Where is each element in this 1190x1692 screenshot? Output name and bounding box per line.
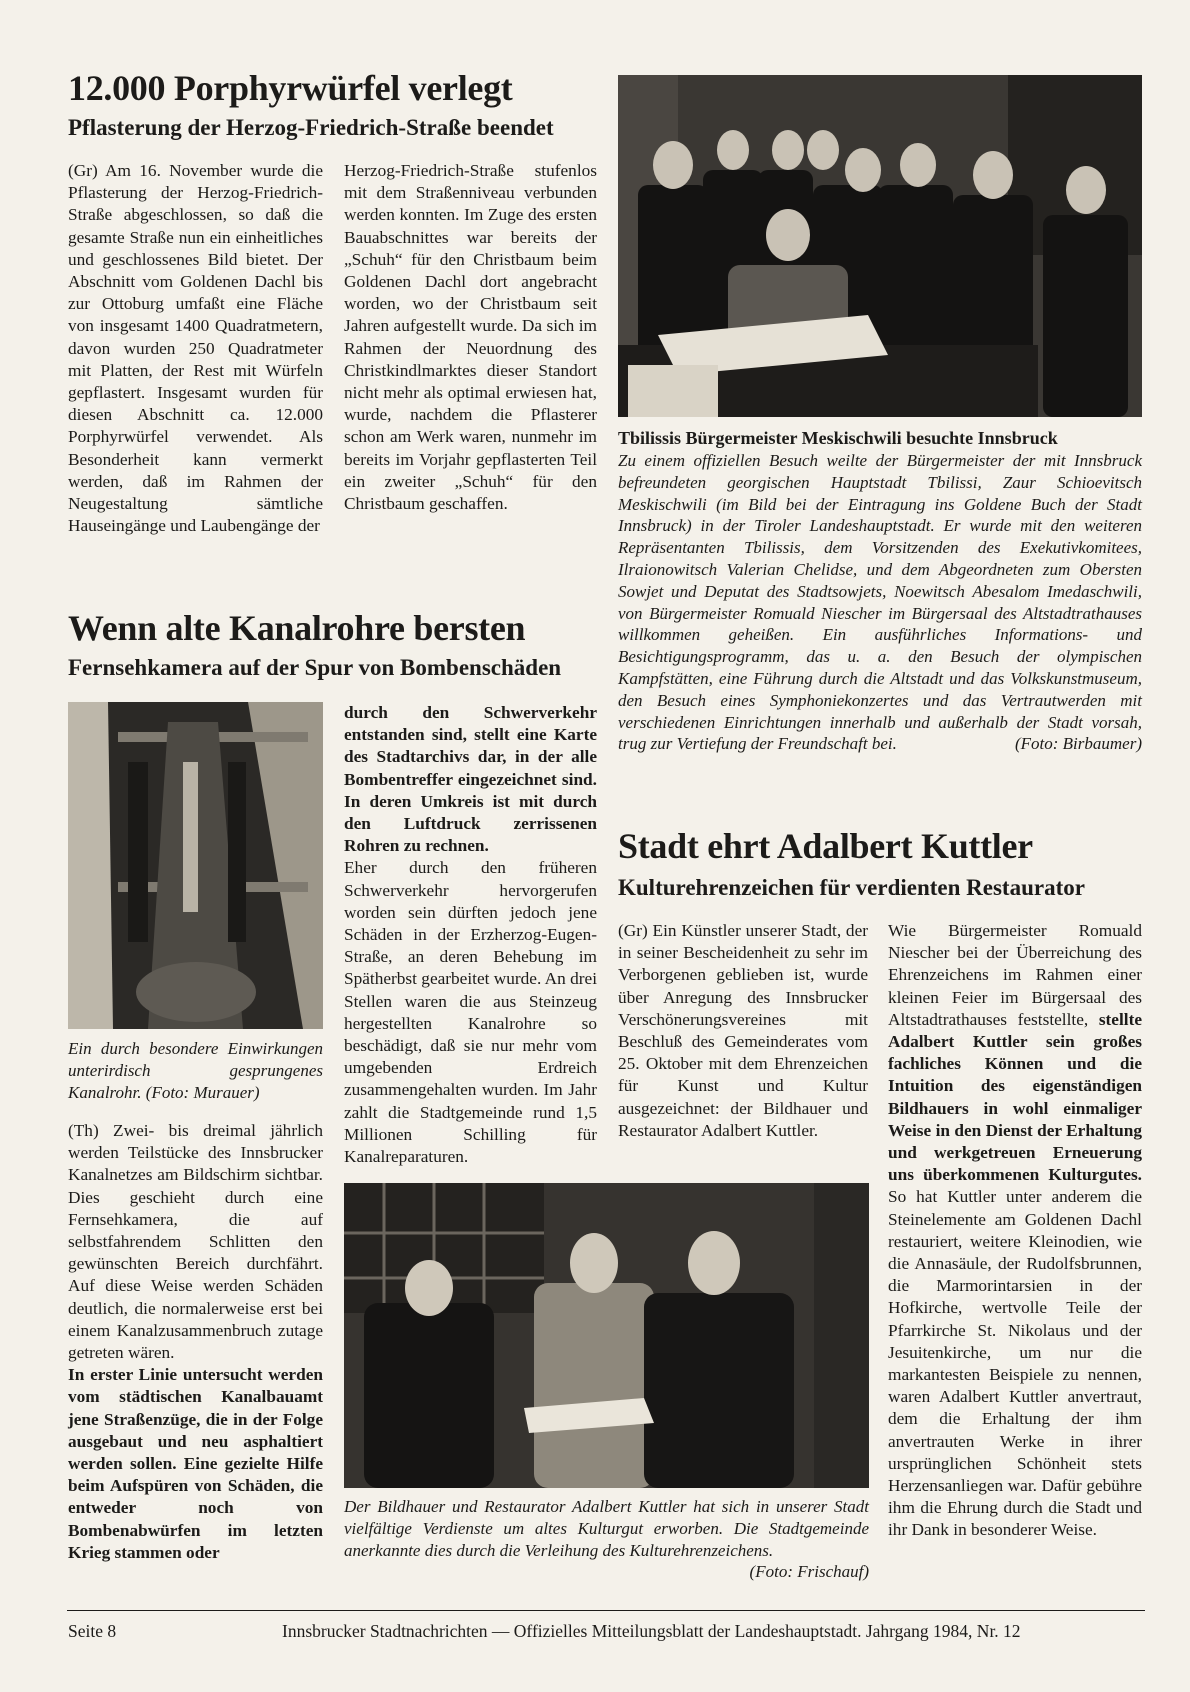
article4-column-2-lead: Wie Bürgermeister Romuald Niescher bei der Überreichung des Ehrenzeichens im Rahmen einer kleinen Feier im Bürgersaal des Altstadtrathauses feststellte, bbox=[888, 921, 1142, 1029]
article2-column-2-bold: durch den Schwerverkehr entstanden sind, stellt eine Karte des Stadtarchivs dar, in der alle Bombentreffer eingezeichnet sind. In deren Umkreis ist mit durch den Luftdruck zerrissenen Rohren zu rechnen. bbox=[344, 703, 597, 856]
photo-kuttler-ceremony bbox=[344, 1183, 869, 1488]
article2-column-1-text: (Th) Zwei- bis dreimal jährlich werden Teilstücke des Innsbrucker Kanalnetzes am Bildschirm sichtbar. Dies geschieht durch eine Fernsehkamera, die auf selbstfahrendem Schlitten den gewünschten Bereich durchfährt. Auf diese Weise werden Schäden deutlich, die normalerweise erst bei einem Kanalzusammenbruch zutage getreten wären. bbox=[68, 1121, 323, 1363]
article1-column-2: Herzog-Friedrich-Straße stufenlos mit dem Straßenniveau verbunden werden konnten. Im Zuge des ersten Bauabschnittes war bereits der „Schuh“ für den Christbaum beim Goldenen Dachl dort angebracht worden, wo der Christbaum seit Jahren aufgestellt wurde. Da sich im Rahmen der Neuordnung des Christkindlmarktes dieser Standort nicht mehr als optimal erwiesen hat, wurde, nachdem die Pflasterer schon am Werk waren, nunmehr im bereits im Vorjahr gepflasterten Teil ein zweiter „Schuh“ für den Christbaum geschaffen. bbox=[344, 161, 597, 514]
photo-kanalrohr bbox=[68, 702, 323, 1029]
caption-kuttler bbox=[344, 1496, 869, 1583]
article4-column-2-rest: So hat Kuttler unter anderem die Steinelemente am Goldenen Dachl restauriert, weitere Kleinodien, wie die Annasäule, der Rudolfsbrunnen, die Marmorintarsien in der Hofkirche, wertvolle Teile der Pfarrkirche St. Nikolaus und der Jesuitenkirche, um nur die markantesten Beispiele zu nennen, waren Adalbert Kuttler anvertraut, dem die Erhaltung der ihm anvertrauten Werke in ihrer ursprünglichen Schönheit stets Herzensanliegen war. Dafür gebühre ihm die Ehrung durch die Stadt und ihr Dank in besonderer Weise. bbox=[888, 1187, 1142, 1540]
footer-publication: Innsbrucker Stadtnachrichten — Offizielles Mitteilungsblatt der Landeshauptstadt. Jahrgang 1984, Nr. 12 bbox=[282, 1621, 1021, 1641]
article4-column-2 bbox=[888, 920, 1142, 1542]
article2-column-1 bbox=[68, 1120, 323, 1564]
subheadline-kulturehrenzeichen: Kulturehrenzeichen für verdienten Restaurator bbox=[618, 875, 1085, 900]
footer-page-number: Seite 8 bbox=[68, 1621, 117, 1641]
article2-column-2-text: Eher durch den früheren Schwerverkehr hervorgerufen worden sein dürften jedoch jene Schäden in der Erzherzog-Eugen-Straße, an deren Behebung im Spätherbst gearbeitet wurde. An drei Stellen waren die aus Steinzeug hergestellten Kanalrohre so beschädigt, daß sie nur mehr vom umgebenden Erdreich zusammengehalten wurden. Im Jahr zahlt die Stadtgemeinde rund 1,5 Millionen Schilling für Kanalreparaturen. bbox=[344, 858, 597, 1167]
photo-credit-frischauf: (Foto: Frischauf) bbox=[749, 1562, 869, 1582]
caption-kuttler-text: Der Bildhauer und Restaurator Adalbert Kuttler hat sich in unserer Stadt vielfältige Verdienste um altes Kulturgut erworben. Die Stadtgemeinde anerkannte dies durch die Verleihung des Kulturehrenzeichens. bbox=[344, 1497, 869, 1560]
photo-tbilissi-delegation bbox=[618, 75, 1142, 417]
article1-column-1: (Gr) Am 16. November wurde die Pflasterung der Herzog-Friedrich-Straße abgeschlossen, so daß die gesamte Straße nun ein einheitliches und geschlossenes Bild bietet. Der Abschnitt vom Goldenen Dachl bis zur Ottoburg umfaßt eine Fläche von insgesamt 1400 Quadratmetern, davon wurden 250 Quadratmeter mit Platten, der Rest mit Würfeln gepflastert. Insgesamt wurden für diesen Abschnitt ca. 12.000 Porphyrwürfel verwendet. Als Besonderheit kann vermerkt werden, daß im Rahmen der Neugestaltung sämtliche Hauseingänge und Laubengänge der bbox=[68, 161, 323, 536]
headline-kuttler: Stadt ehrt Adalbert Kuttler bbox=[618, 826, 1033, 866]
photo-tbilissi-illustration bbox=[618, 75, 1142, 417]
caption-kanalrohr: Ein durch besondere Einwirkungen unterirdisch gesprungenes Kanalrohr. (Foto: Murauer) bbox=[68, 1039, 323, 1102]
article2-column-2 bbox=[344, 702, 597, 1168]
article4-column-1: (Gr) Ein Künstler unserer Stadt, der in seiner Bescheidenheit zu sehr im Verborgenen geblieben ist, wurde über Anregung des Innsbrucker Verschönerungsvereines mit Beschluß des Gemeinderates vom 25. Oktober mit dem Ehrenzeichen für Kunst und Kultur ausgezeichnet: der Bildhauer und Restaurator Adalbert Kuttler. bbox=[618, 921, 868, 1140]
caption-tbilissi bbox=[618, 450, 1142, 755]
photo-credit-birbaumer: (Foto: Birbaumer) bbox=[1014, 734, 1142, 754]
caption-tbilissi-text: Zu einem offiziellen Besuch weilte der Bürgermeister der mit Innsbruck befreundeten georgischen Hauptstadt Tbilissi, Zaur Schioevitsch Meskischwili (im Bild bei der Eintragung ins Goldene Buch der Stadt Innsbruck) in der Tiroler Landeshauptstadt. Er wurde mit den weiteren Repräsentanten Tbilissis, dem Vorsitzenden des Exekutivkomitees, Ilraionowitsch Valerian Chelidse, und dem Abgeordneten zum Obersten Sowjet und Deputat des Stadtsowjets, Noewitsch Abesalom Imedaschwili, von Bürgermeister Romuald Niescher im Bürgersaal des Altstadtrathauses willkommen geheißen. Ein ausführliches Informations- und Besichtigungsprogramm, das u. a. den Besuch der olympischen Kampfstätten, eine Führung durch die Altstadt und das Volkskunstmuseum, den Besuch eines Symphoniekonzertes und das Vertrautwerden mit verschiedenen Einrichtungen innerhalb und außerhalb der Stadt vorsah, trug zur Vertiefung der Freundschaft bei. bbox=[618, 451, 1142, 754]
headline-kanalrohre: Wenn alte Kanalrohre bersten bbox=[68, 608, 526, 648]
subheadline-fernsehkamera: Fernsehkamera auf der Spur von Bombenschäden bbox=[68, 655, 562, 680]
subheadline-pflasterung: Pflasterung der Herzog-Friedrich-Straße beendet bbox=[68, 115, 554, 140]
headline-porphyrwuerfel: 12.000 Porphyrwürfel verlegt bbox=[68, 68, 513, 108]
caption-title-tbilissi: Tbilissis Bürgermeister Meskischwili besuchte Innsbruck bbox=[618, 428, 1058, 448]
photo-kanalrohr-illustration bbox=[68, 702, 323, 1029]
photo-kuttler-illustration bbox=[344, 1183, 869, 1488]
article2-column-1-bold: In erster Linie untersucht werden vom städtischen Kanalbauamt jene Straßenzüge, die in der Folge ausgebaut und neu asphaltiert werden sollen. Eine gezielte Hilfe beim Aufspüren von Schäden, die entweder noch von Bombenabwürfen im letzten Krieg stammen oder bbox=[68, 1365, 323, 1562]
article4-column-2-bold: stellte Adalbert Kuttler sein großes fachliches Können und die Intuition des eigenständigen Bildhauers in wohl einmaliger Weise in den Dienst der Erhaltung und werkgetreuen Erneuerung uns überkommenen Kulturgutes. bbox=[888, 1009, 1142, 1185]
footer-rule bbox=[67, 1610, 1145, 1611]
